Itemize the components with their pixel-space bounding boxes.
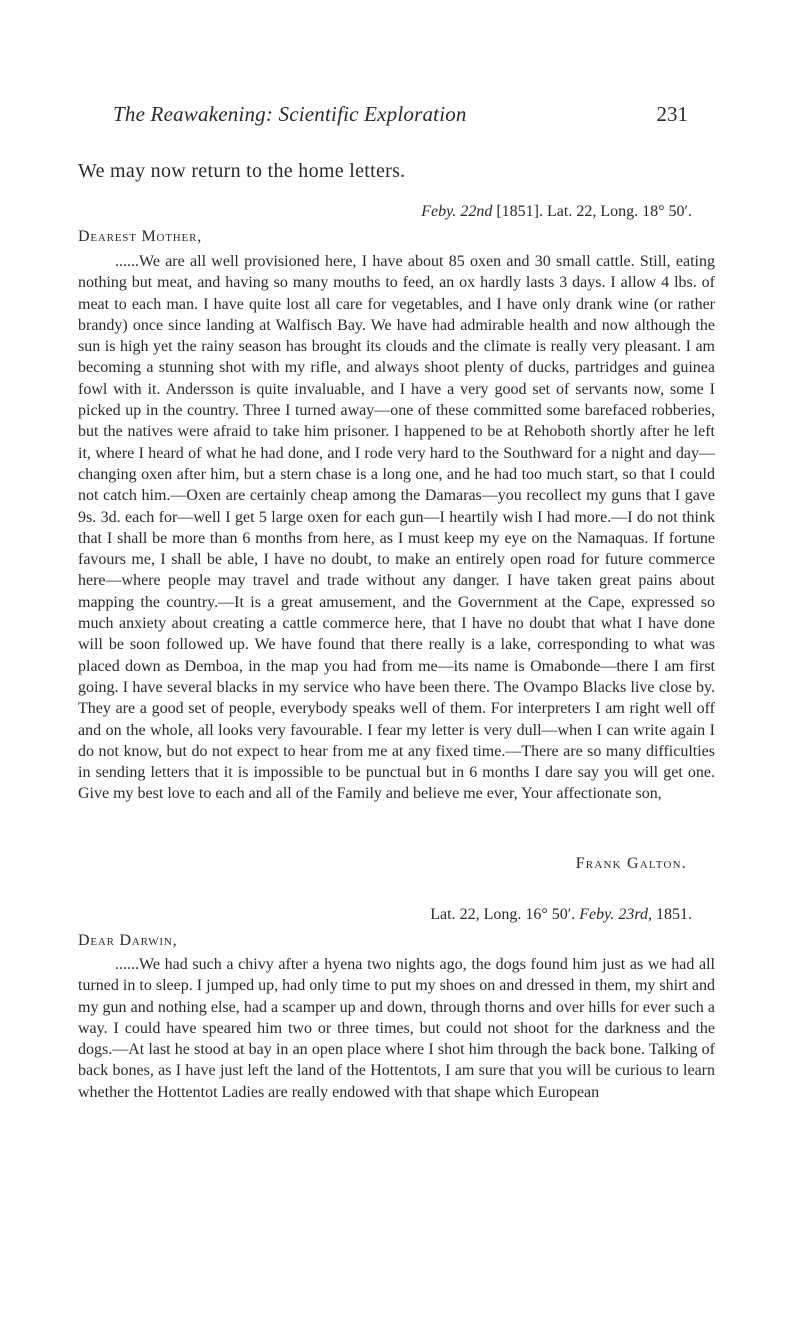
letter-2-year: 1851. bbox=[652, 906, 692, 923]
running-title: The Reawakening: Scientific Exploration bbox=[113, 102, 467, 126]
letter-2-salutation: Dear Darwin, bbox=[78, 932, 178, 949]
letter-1-signature: Frank Galton. bbox=[575, 855, 687, 872]
page-number: 231 bbox=[656, 102, 688, 126]
running-head bbox=[113, 102, 688, 132]
letter-1-date: Feby. 22nd bbox=[421, 203, 493, 220]
letter-2-body: ......We had such a chivy after a hyena two nights ago, the dogs found him just as we had all turned in to sleep. I jumped up, had only time to put my shoes on and dressed in them, my shirt and my gun and nothing else, had a scamper up and down, through thorns and over hills for ever such a way. I could have speared him two or three times, but could not shoot for the darkness and the dogs.—At last he stood at bay in an open place where I shot him through the back bone. Talking of back bones, as I have just left the land of the Hottentots, I am sure that you will be curious to learn whether the Hottentot Ladies are really endowed with that shape which European bbox=[78, 956, 715, 1101]
letter-1-body: ......We are all well provisioned here, I have about 85 oxen and 30 small cattle. Still, eating nothing but meat, and having so many mouths to feed, an ox hardly lasts 3 days. I allow 4 lbs. of meat to each man. I have quite lost all care for vegetables, and I have only drank wine (or rather brandy) once since landing at Walfisch Bay. We have had admirable health and now although the sun is high yet the rainy season has brought its clouds and the climate is really very pleasant. I am becoming a stunning shot with my rifle, and always shoot plenty of ducks, partridges and guinea fowl with it. Andersson is quite invaluable, and I have a very good set of servants now, some I picked up in the country. Three I turned away—one of these committed some barefaced robberies, but the natives were afraid to take him prisoner. I happened to be at Rehoboth shortly after he left it, where I heard of what he had done, and I rode very hard to the Southward for a night and day—changing oxen after him, but a stern chase is a long one, and he had too much start, so that I could not catch him.—Oxen are certainly cheap among the Damaras—you recollect my guns that I gave 9s. 3d. each for—well I get 5 large oxen for each gun—I heartily wish I had more.—I do not think that I shall be more than 6 months from here, as I must keep my eye on the Namaquas. If fortune favours me, I shall be able, I have no doubt, to make an entirely open road for future commerce here—where people may travel and trade without any danger. I have taken great pains about mapping the country.—It is a great amusement, and the Government at the Cape, expressed so much anxiety about creating a cattle commerce here, that I have no doubt that what I have done will be soon followed up. We have found that there really is a lake, corresponding to what was placed down as Demboa, in the map you had from me—its name is Omabonde—there I am first going. I have several blacks in my service who have been there. The Ovampo Blacks live close by. They are a good set of people, everybody speaks well of them. For interpreters I am right well off and on the whole, all looks very favourable. I fear my letter is very dull—when I can write again I do not know, but do not expect to hear from me at any fixed time.—There are so many difficulties in sending letters that it is impossible to be punctual but in 6 months I dare say you will get one. Give my best love to each and all of the Family and believe me ever, Your affectionate son, bbox=[78, 253, 715, 803]
letter-1-position: [1851]. Lat. 22, Long. 18° 50′. bbox=[492, 203, 692, 220]
letter-1-dateline bbox=[421, 203, 692, 221]
intro-line: We may now return to the home letters. bbox=[78, 160, 406, 182]
letter-2-date: Feby. 23rd, bbox=[579, 906, 652, 923]
letter-2-position: Lat. 22, Long. 16° 50′. bbox=[430, 906, 580, 923]
letter-2-dateline bbox=[430, 906, 692, 924]
letter-1-salutation: Dearest Mother, bbox=[78, 228, 203, 245]
